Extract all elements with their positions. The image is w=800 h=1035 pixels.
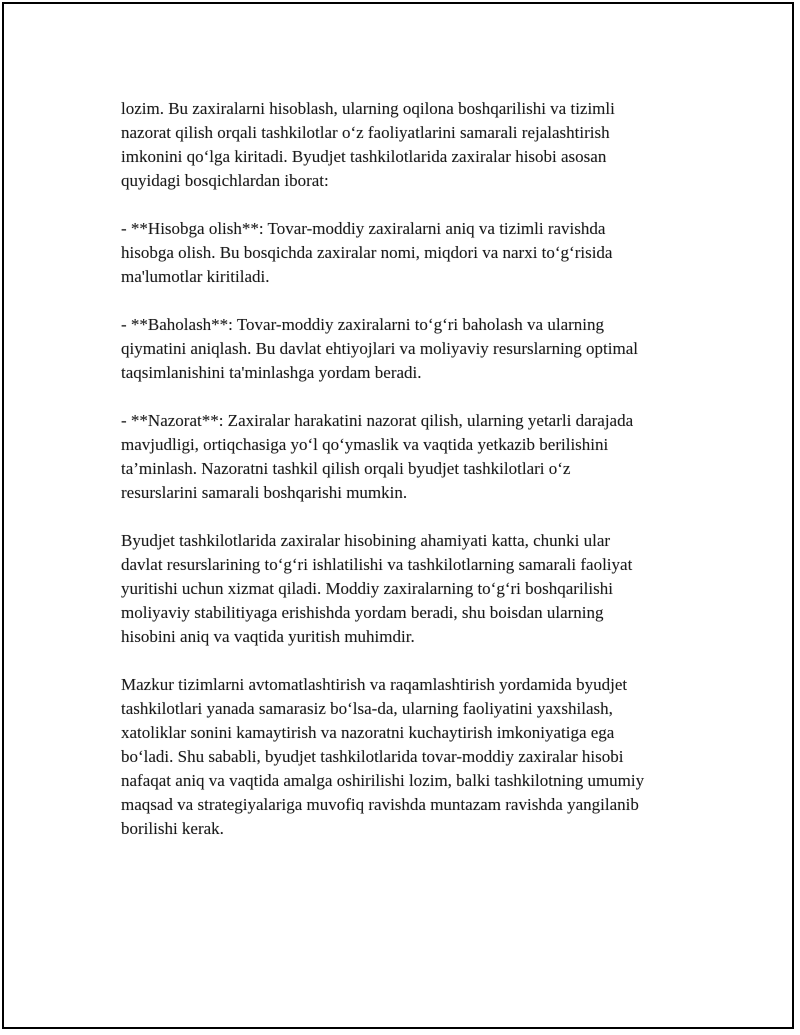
text-line: qiymatini aniqlash. Bu davlat ehtiyojlari va moliyaviy resurslarning optimal (121, 339, 638, 358)
text-line: - **Hisobga olish**: Tovar-moddiy zaxiralarni aniq va tizimli ravishda (121, 219, 606, 238)
text-line: quyidagi bosqichlardan iborat: (121, 171, 329, 190)
text-line: tashkilotlari yanada samarasiz bo‘lsa-da, ularning faoliyatini yaxshilash, (121, 699, 613, 718)
text-line: davlat resurslarining to‘g‘ri ishlatilishi va tashkilotlarning samarali faoliyat (121, 555, 633, 574)
text-line: - **Baholash**: Tovar-moddiy zaxiralarni to‘g‘ri baholash va ularning (121, 315, 604, 334)
text-line: resurslarini samarali boshqarishi mumkin. (121, 483, 408, 502)
paragraph-intro (121, 97, 701, 193)
text-line: ma'lumotlar kiritiladi. (121, 267, 270, 286)
text-line: hisobini aniq va vaqtida yuritish muhimdir. (121, 627, 415, 646)
text-line: - **Nazorat**: Zaxiralar harakatini nazorat qilish, ularning yetarli darajada (121, 411, 634, 430)
paragraph-ahamiyati (121, 529, 701, 649)
text-line: Mazkur tizimlarni avtomatlashtirish va raqamlashtirish yordamida byudjet (121, 675, 628, 694)
text-line: imkonini qo‘lga kiritadi. Byudjet tashkilotlarida zaxiralar hisobi asosan (121, 147, 607, 166)
text-line: bo‘ladi. Shu sababli, byudjet tashkilotlarida tovar-moddiy zaxiralar hisobi (121, 747, 624, 766)
text-line: lozim. Bu zaxiralarni hisoblash, ularning oqilona boshqarilishi va tizimli (121, 99, 615, 118)
text-line: yuritishi uchun xizmat qiladi. Moddiy zaxiralarning to‘g‘ri boshqarilishi (121, 579, 613, 598)
text-line: mavjudligi, ortiqchasiga yo‘l qo‘ymaslik va vaqtida yetkazib berilishini (121, 435, 609, 454)
text-line: borilishi kerak. (121, 819, 224, 838)
text-line: maqsad va strategiyalariga muvofiq ravishda muntazam ravishda yangilanib (121, 795, 639, 814)
text-line: ta’minlash. Nazoratni tashkil qilish orqali byudjet tashkilotlari o‘z (121, 459, 571, 478)
text-line: moliyaviy stabilitiyaga erishishda yordam beradi, shu boisdan ularning (121, 603, 604, 622)
text-line: nafaqat aniq va vaqtida amalga oshirilishi lozim, balki tashkilotning umumiy (121, 771, 645, 790)
paragraph-baholash (121, 313, 701, 385)
document-body (121, 97, 701, 841)
paragraph-nazorat (121, 409, 701, 505)
text-line: xatoliklar sonini kamaytirish va nazoratni kuchaytirish imkoniyatiga ega (121, 723, 615, 742)
text-line: hisobga olish. Bu bosqichda zaxiralar nomi, miqdori va narxi to‘g‘risida (121, 243, 613, 262)
text-line: Byudjet tashkilotlarida zaxiralar hisobining ahamiyati katta, chunki ular (121, 531, 611, 550)
text-line: nazorat qilish orqali tashkilotlar o‘z faoliyatlarini samarali rejalashtirish (121, 123, 610, 142)
paragraph-hisobga-olish (121, 217, 701, 289)
paragraph-avtomatlashtirish (121, 673, 701, 841)
page-frame (2, 2, 794, 1029)
text-line: taqsimlanishini ta'minlashga yordam beradi. (121, 363, 422, 382)
